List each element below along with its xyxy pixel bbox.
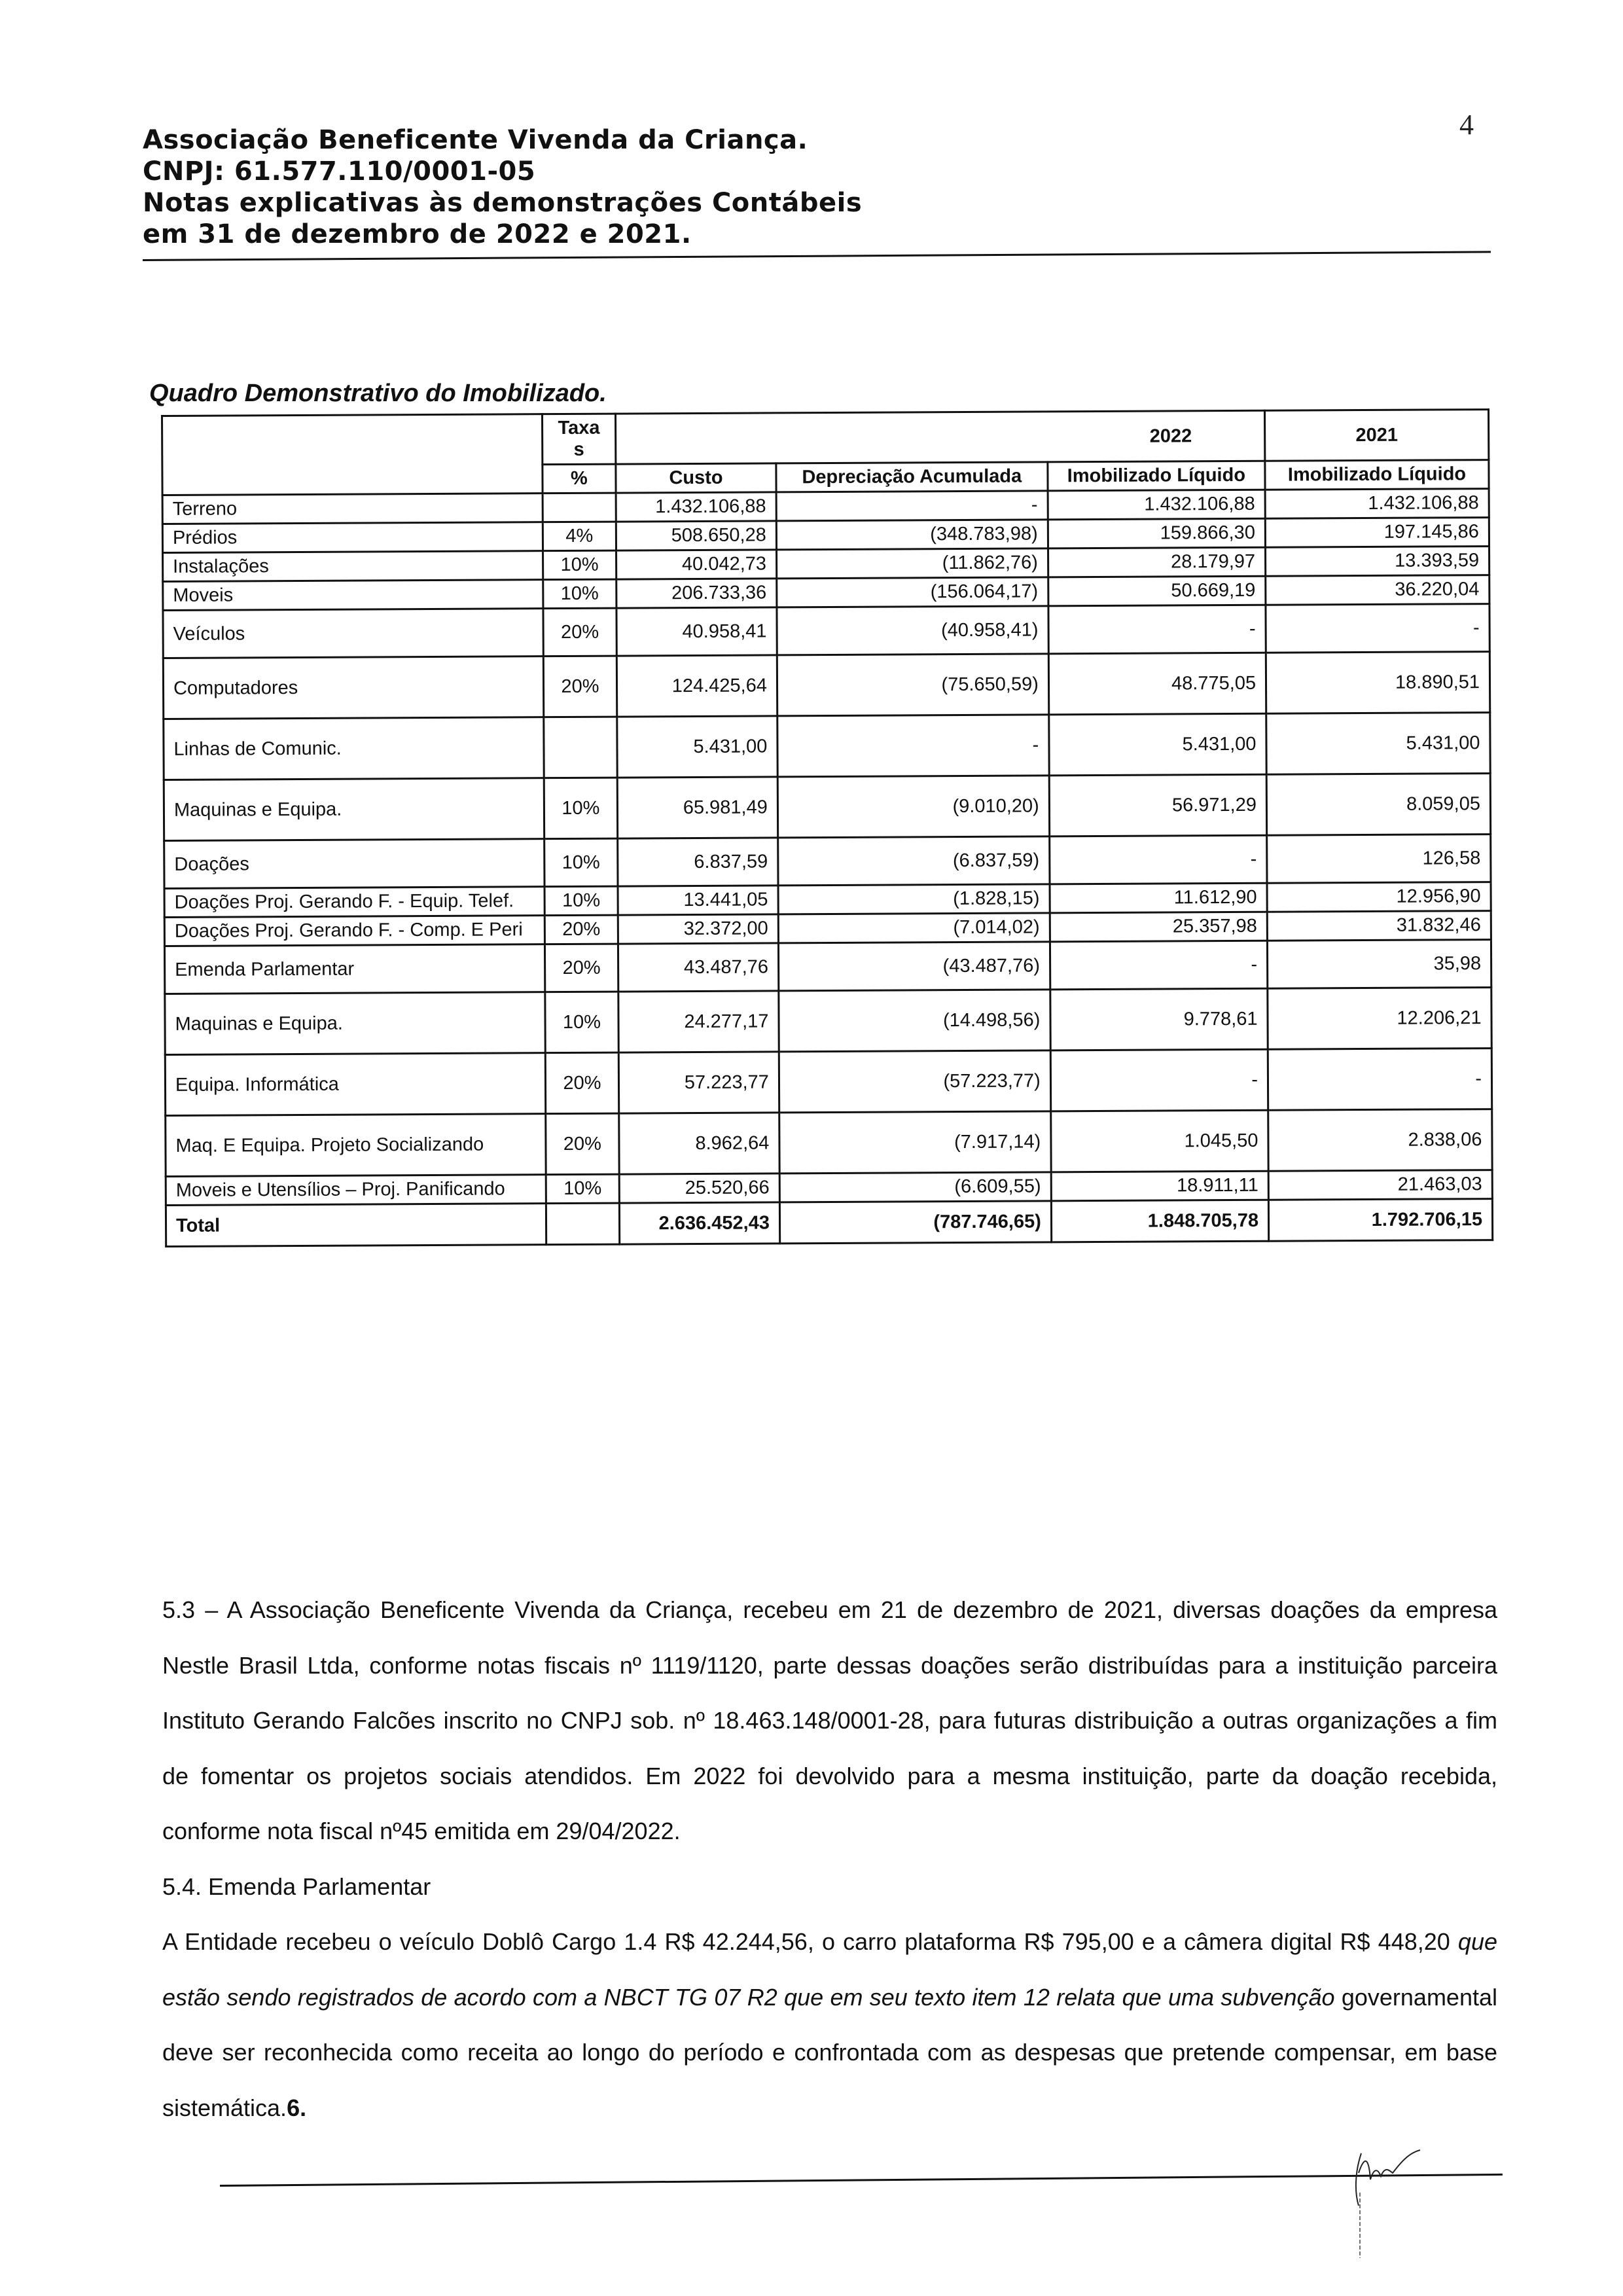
asset-name: Moveis	[163, 580, 543, 611]
total-rate	[546, 1203, 620, 1245]
asset-name: Computadores	[163, 656, 543, 719]
asset-name: Linhas de Comunic.	[164, 717, 544, 780]
asset-net-2022: 9.778,61	[1050, 988, 1268, 1050]
asset-cost: 8.962,64	[619, 1113, 779, 1174]
page-number: 4	[1459, 109, 1474, 141]
asset-depreciation: (6.837,59)	[778, 836, 1050, 886]
asset-rate	[543, 493, 616, 522]
asset-net-2021: 5.431,00	[1266, 713, 1490, 775]
asset-name: Terreno	[162, 493, 543, 524]
asset-net-2021: 126,58	[1267, 834, 1491, 884]
asset-rate: 10%	[543, 550, 616, 580]
asset-rate: 4%	[543, 522, 616, 551]
note-5-4-text-c: governamental deve ser reconhecida como receita ao longo do período e confrontada com as despesas que pretende compensar, em base sistemática.	[162, 1983, 1497, 2121]
header-depreciation: Depreciação Acumulada	[776, 462, 1048, 492]
asset-name: Maquinas e Equipa.	[165, 992, 545, 1055]
asset-net-2021: 197.145,86	[1265, 518, 1489, 548]
table-total-row	[166, 1199, 1492, 1247]
asset-net-2022: -	[1049, 835, 1267, 884]
table-title: Quadro Demonstrativo do Imobilizado.	[149, 380, 607, 407]
asset-depreciation: (156.064,17)	[777, 577, 1048, 607]
asset-rate: 10%	[545, 992, 619, 1053]
asset-name: Equipa. Informática	[165, 1053, 545, 1116]
header-percent: %	[543, 464, 616, 493]
asset-cost: 57.223,77	[618, 1052, 779, 1113]
asset-cost: 40.958,41	[616, 607, 777, 656]
asset-cost: 6.837,59	[618, 838, 778, 886]
asset-depreciation: (6.609,55)	[779, 1172, 1051, 1202]
asset-net-2022: -	[1050, 941, 1268, 990]
asset-rate: 20%	[545, 1113, 619, 1175]
asset-rate: 20%	[545, 1052, 619, 1114]
asset-net-2021: 2.838,06	[1268, 1109, 1492, 1172]
header-year-2022: 2022	[616, 410, 1265, 464]
asset-name: Instalações	[163, 551, 543, 582]
header-divider	[143, 251, 1491, 261]
asset-rate: 20%	[544, 944, 618, 992]
table-row	[163, 604, 1489, 658]
asset-name: Doações Proj. Gerando F. - Comp. E Peri	[164, 916, 544, 946]
asset-rate: 10%	[543, 579, 616, 609]
signature-icon	[1335, 2134, 1453, 2265]
asset-depreciation: (348.783,98)	[776, 520, 1048, 550]
asset-depreciation: -	[776, 491, 1048, 521]
total-depreciation: (787.746,65)	[779, 1201, 1051, 1244]
asset-name: Emenda Parlamentar	[164, 944, 544, 994]
asset-net-2022: 28.179,97	[1048, 547, 1265, 577]
asset-net-2021: 31.832,46	[1267, 911, 1491, 941]
asset-net-2021: 21.463,03	[1268, 1170, 1492, 1200]
asset-net-2021: -	[1266, 604, 1489, 653]
asset-depreciation: (14.498,56)	[779, 990, 1050, 1052]
table-header-row-top	[162, 410, 1489, 467]
note-5-4-body	[162, 1914, 1497, 2136]
asset-net-2022: 18.911,11	[1051, 1171, 1268, 1201]
asset-name: Doações Proj. Gerando F. - Equip. Telef.	[164, 887, 544, 918]
asset-name: Veículos	[163, 609, 543, 658]
total-cost: 2.636.452,43	[620, 1202, 780, 1244]
asset-depreciation: (11.862,76)	[776, 548, 1048, 579]
asset-rate: 20%	[543, 656, 617, 717]
header-net-2021: Imobilizado Líquido	[1265, 460, 1489, 490]
asset-cost: 25.520,66	[619, 1174, 779, 1203]
asset-depreciation: (40.958,41)	[777, 606, 1048, 655]
table-body	[162, 489, 1492, 1206]
asset-rate: 10%	[546, 1174, 620, 1204]
asset-cost: 1.432.106,88	[616, 492, 776, 522]
asset-net-2021: 1.432.106,88	[1265, 489, 1489, 519]
asset-net-2022: 56.971,29	[1049, 774, 1267, 836]
note-5-4-title: 5.4. Emenda Parlamentar	[162, 1873, 431, 1900]
asset-name: Maquinas e Equipa.	[164, 778, 544, 841]
document-title: Notas explicativas às demonstrações Contábeis	[143, 188, 863, 218]
header-cost: Custo	[616, 463, 776, 493]
table-row	[165, 988, 1491, 1055]
table-row	[164, 713, 1490, 780]
note-5-4-trailing: 6.	[287, 2094, 307, 2121]
asset-depreciation: (9.010,20)	[777, 776, 1049, 838]
asset-name: Moveis e Utensílios – Proj. Panificando	[166, 1175, 546, 1206]
asset-cost: 24.277,17	[618, 991, 779, 1052]
asset-net-2022: 1.045,50	[1051, 1110, 1269, 1172]
asset-net-2021: 12.206,21	[1268, 988, 1491, 1050]
asset-rate: 10%	[544, 838, 618, 887]
table-row	[164, 774, 1490, 841]
table-row	[165, 1049, 1491, 1116]
asset-name: Maq. E Equipa. Projeto Socializando	[166, 1114, 546, 1177]
asset-rate: 20%	[543, 608, 617, 656]
table-row	[163, 652, 1489, 719]
asset-net-2022: 11.612,90	[1050, 883, 1267, 913]
asset-cost: 5.431,00	[617, 716, 777, 778]
document-period: em 31 de dezembro de 2022 e 2021.	[143, 219, 692, 249]
asset-net-2021: 13.393,59	[1266, 547, 1489, 577]
total-net-2021: 1.792.706,15	[1268, 1199, 1492, 1242]
asset-net-2021: 12.956,90	[1267, 882, 1491, 912]
table-row	[164, 834, 1491, 889]
table-row	[166, 1109, 1492, 1177]
note-5-4-text-a: A Entidade recebeu o veículo Doblô Cargo 1.4 R$ 42.244,56, o carro plataforma R$ 795,00 e a câmera digital R$ 448,20	[162, 1928, 1458, 1955]
asset-depreciation: (75.650,59)	[777, 654, 1048, 716]
asset-rate: 20%	[544, 915, 618, 944]
asset-net-2022: 48.775,05	[1048, 653, 1266, 715]
asset-net-2022: 159.866,30	[1048, 518, 1265, 548]
total-label: Total	[166, 1204, 546, 1247]
fixed-assets-table	[161, 408, 1493, 1247]
asset-cost: 43.487,76	[618, 943, 779, 992]
asset-net-2021: 8.059,05	[1266, 774, 1490, 836]
total-net-2022: 1.848.705,78	[1051, 1200, 1269, 1242]
asset-cost: 508.650,28	[616, 521, 776, 550]
asset-net-2022: 50.669,19	[1048, 576, 1266, 606]
asset-cost: 32.372,00	[618, 914, 778, 944]
asset-net-2021: 18.890,51	[1266, 652, 1489, 714]
header-blank	[162, 414, 543, 495]
header-year-2021: 2021	[1265, 410, 1489, 461]
asset-name: Doações	[164, 839, 544, 889]
asset-cost: 13.441,05	[618, 886, 778, 915]
asset-depreciation: (43.487,76)	[778, 942, 1050, 991]
asset-depreciation: (57.223,77)	[779, 1050, 1050, 1113]
asset-net-2022: -	[1048, 605, 1266, 654]
asset-depreciation: (7.014,02)	[778, 913, 1050, 943]
table-row	[164, 940, 1491, 994]
organization-cnpj: CNPJ: 61.577.110/0001-05	[143, 156, 536, 187]
asset-rate: 10%	[544, 778, 618, 839]
asset-net-2021: 36.220,04	[1266, 575, 1489, 605]
organization-name: Associação Beneficente Vivenda da Criança.	[143, 125, 808, 155]
footer-divider	[220, 2174, 1503, 2187]
note-5-4-text-b: que estão sendo registrados de acordo com a NBCT TG 07 R2 que em seu texto item 12 relata que uma subvenção	[162, 1928, 1497, 2011]
asset-depreciation: (1.828,15)	[778, 884, 1050, 914]
asset-cost: 65.981,49	[617, 777, 777, 838]
asset-net-2021: 35,98	[1267, 940, 1491, 989]
header-net-2022: Imobilizado Líquido	[1048, 461, 1265, 491]
asset-net-2022: -	[1050, 1049, 1268, 1111]
asset-depreciation: (7.917,14)	[779, 1111, 1051, 1174]
note-5-3: 5.3 – A Associação Beneficente Vivenda da Criança, recebeu em 21 de dezembro de 2021, diversas doações da empresa Nestle Brasil Ltda, conforme notas fiscais nº 1119/1120, parte dessas doações serão distribuídas para a instituição parceira Instituto Gerando Falcões inscrito no CNPJ sob. nº 18.463.148/0001-28, para futuras distribuição a outras organizações a fim de fomentar os projetos sociais atendidos. Em 2022 foi devolvido para a mesma instituição, parte da doação recebida, conforme nota fiscal nº45 emitida em 29/04/2022.	[162, 1596, 1497, 1844]
asset-net-2022: 1.432.106,88	[1048, 490, 1265, 520]
asset-rate	[543, 717, 617, 778]
asset-net-2022: 5.431,00	[1049, 713, 1267, 776]
asset-net-2021: -	[1268, 1049, 1491, 1111]
asset-depreciation: -	[777, 715, 1049, 777]
asset-net-2022: 25.357,98	[1050, 912, 1267, 942]
header-rate: Taxa s	[542, 414, 616, 465]
asset-cost: 40.042,73	[616, 550, 777, 579]
asset-cost: 124.425,64	[616, 655, 777, 717]
document-header	[143, 124, 862, 250]
asset-rate: 10%	[544, 886, 618, 916]
asset-name: Prédios	[162, 522, 543, 553]
notes-section	[162, 1583, 1497, 2136]
asset-cost: 206.733,36	[616, 579, 777, 608]
